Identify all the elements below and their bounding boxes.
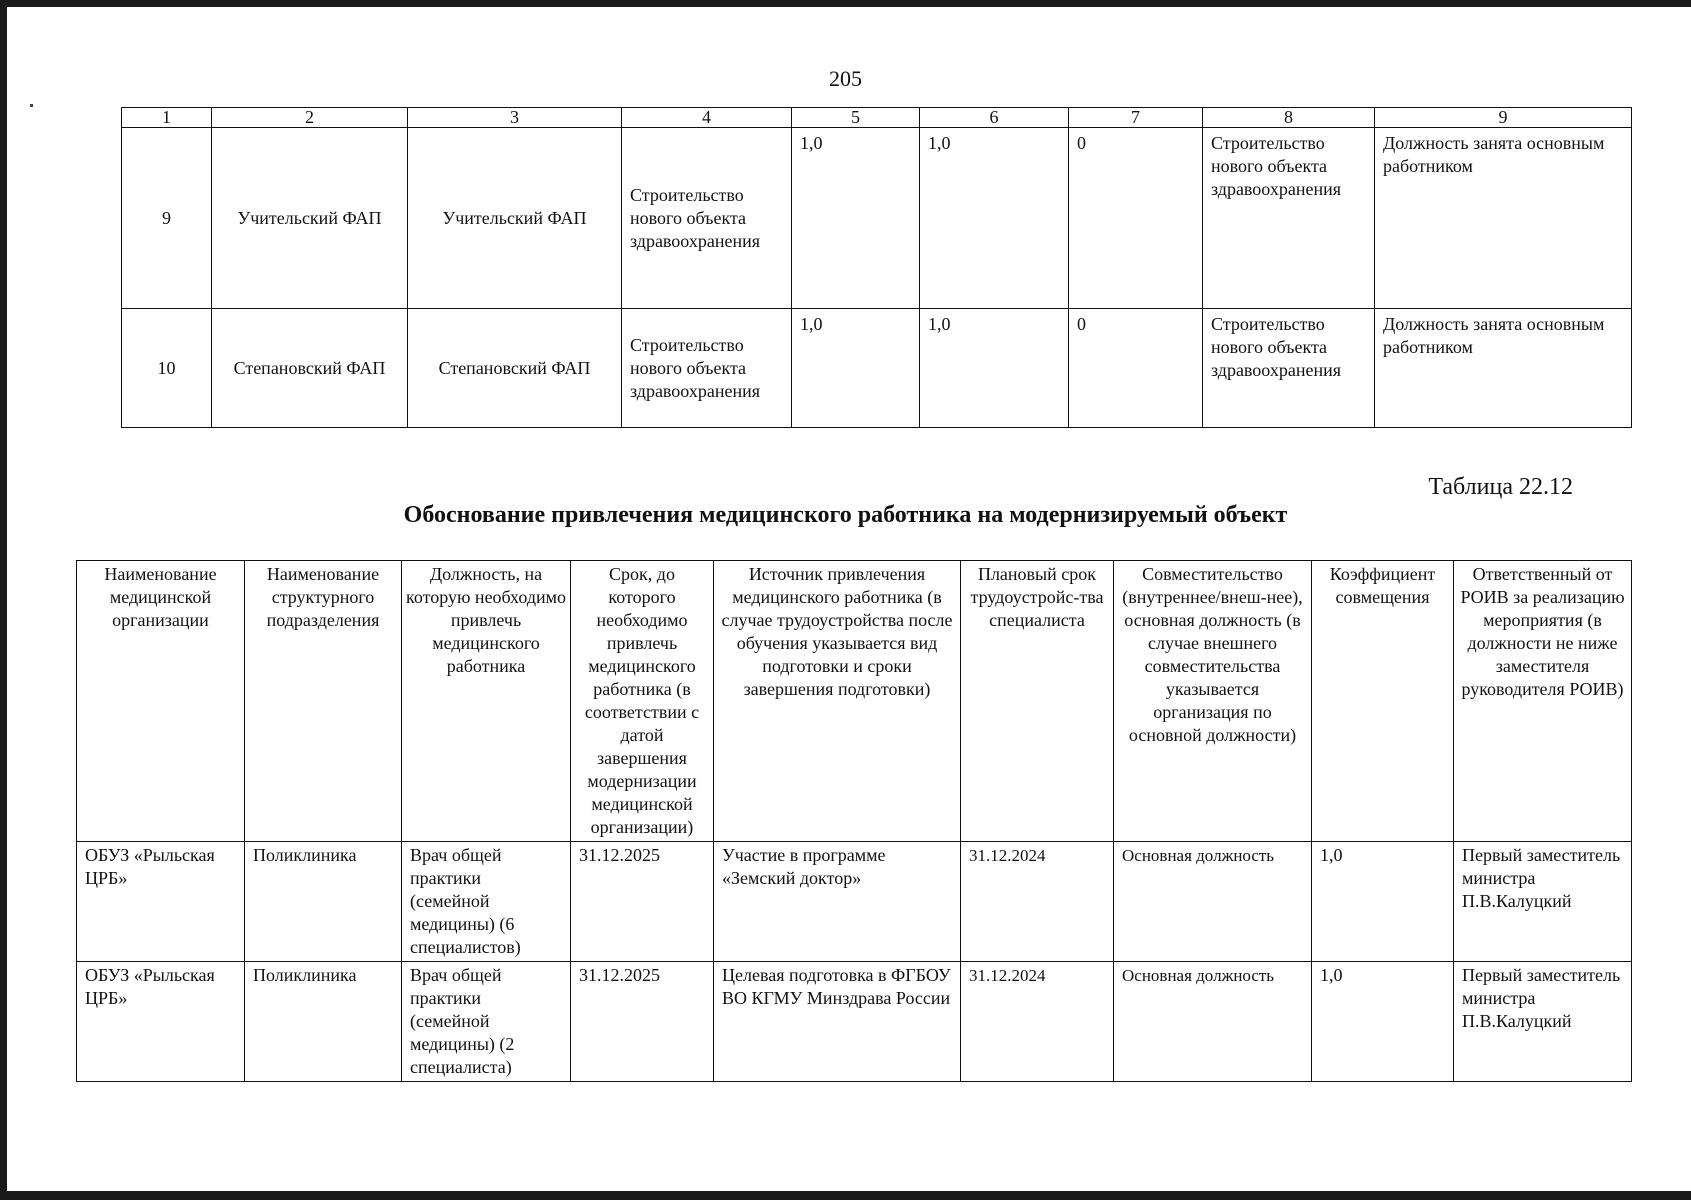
position-name: Врач общей практики (семейной медицины) (2 специалиста) [402,962,571,1082]
row-number: 9 [122,128,212,309]
table1-col-number: 9 [1375,108,1632,128]
subdivision-name: Учительский ФАП [408,128,622,309]
table1-col-number: 1 [122,108,212,128]
table-continuation [121,107,1632,428]
table1-header-row [122,108,1632,128]
header-responsible: Ответственный от РОИВ за реализацию мероприятия (в должности не ниже заместителя руководителя РОИВ) [1454,561,1632,842]
source-text: Участие в программе «Земский доктор» [714,842,961,962]
table-row [122,309,1632,428]
combination-type: Основная должность [1114,842,1312,962]
modernization-type: Строительство нового объекта здравоохранения [622,309,792,428]
value-cell: 0 [1069,309,1203,428]
status-cell: Должность занята основным работником [1375,309,1632,428]
header-deadline: Срок, до которого необходимо привлечь медицинского работника (в соответствии с датой завершения модернизации медицинской организации) [571,561,714,842]
value-cell: 1,0 [792,128,920,309]
status-cell: Должность занята основным работником [1375,128,1632,309]
deadline-date: 31.12.2025 [571,842,714,962]
reason-cell: Строительство нового объекта здравоохранения [1203,309,1375,428]
modernization-type: Строительство нового объекта здравоохранения [622,128,792,309]
subdivision-name: Поликлиника [245,842,402,962]
responsible-person: Первый заместитель министра П.В.Калуцкий [1454,962,1632,1082]
value-cell: 1,0 [920,309,1069,428]
header-organization: Наименование медицинской организации [77,561,245,842]
value-cell: 1,0 [792,309,920,428]
organization-name: Степановский ФАП [212,309,408,428]
deadline-date: 31.12.2025 [571,962,714,1082]
row-number: 10 [122,309,212,428]
staffing-table [76,560,1632,1082]
table-row [77,842,1632,962]
table1-col-number: 3 [408,108,622,128]
value-cell: 1,0 [920,128,1069,309]
organization-name: ОБУЗ «Рыльская ЦРБ» [77,842,245,962]
table1-col-number: 2 [212,108,408,128]
header-source: Источник привлечения медицинского работника (в случае трудоустройства после обучения указывается вид подготовки и сроки завершения подготовки) [714,561,961,842]
planned-date: 31.12.2024 [961,962,1114,1082]
subdivision-name: Поликлиника [245,962,402,1082]
position-name: Врач общей практики (семейной медицины) (6 специалистов) [402,842,571,962]
table-row [77,962,1632,1082]
scan-speck [30,104,33,107]
organization-name: ОБУЗ «Рыльская ЦРБ» [77,962,245,1082]
value-cell: 0 [1069,128,1203,309]
table1-col-number: 8 [1203,108,1375,128]
header-position: Должность, на которую необходимо привлечь медицинского работника [402,561,571,842]
reason-cell: Строительство нового объекта здравоохранения [1203,128,1375,309]
header-combination: Совместительство (внутреннее/внеш-нее), основная должность (в случае внешнего совместительства указывается организация по основной должности) [1114,561,1312,842]
source-text: Целевая подготовка в ФГБОУ ВО КГМУ Минздрава России [714,962,961,1082]
table-row [122,128,1632,309]
responsible-person: Первый заместитель министра П.В.Калуцкий [1454,842,1632,962]
coefficient-value: 1,0 [1312,962,1454,1082]
subdivision-name: Степановский ФАП [408,309,622,428]
table2-header-row [77,561,1632,842]
page-number: 205 [829,66,862,91]
organization-name: Учительский ФАП [212,128,408,309]
scan-border-bottom [0,1191,1691,1200]
table-label: Таблица 22.12 [1428,474,1573,500]
table-title: Обоснование привлечения медицинского работника на модернизируемый объект [403,502,1288,528]
table1-col-number: 7 [1069,108,1203,128]
planned-date: 31.12.2024 [961,842,1114,962]
header-subdivision: Наименование структурного подразделения [245,561,402,842]
coefficient-value: 1,0 [1312,842,1454,962]
header-planned-date: Плановый срок трудоустройс-тва специалиста [961,561,1114,842]
scan-border-left [0,0,7,1200]
table1-col-number: 5 [792,108,920,128]
header-coefficient: Коэффициент совмещения [1312,561,1454,842]
table1-col-number: 4 [622,108,792,128]
combination-type: Основная должность [1114,962,1312,1082]
table1-col-number: 6 [920,108,1069,128]
scan-border-top [0,0,1691,7]
